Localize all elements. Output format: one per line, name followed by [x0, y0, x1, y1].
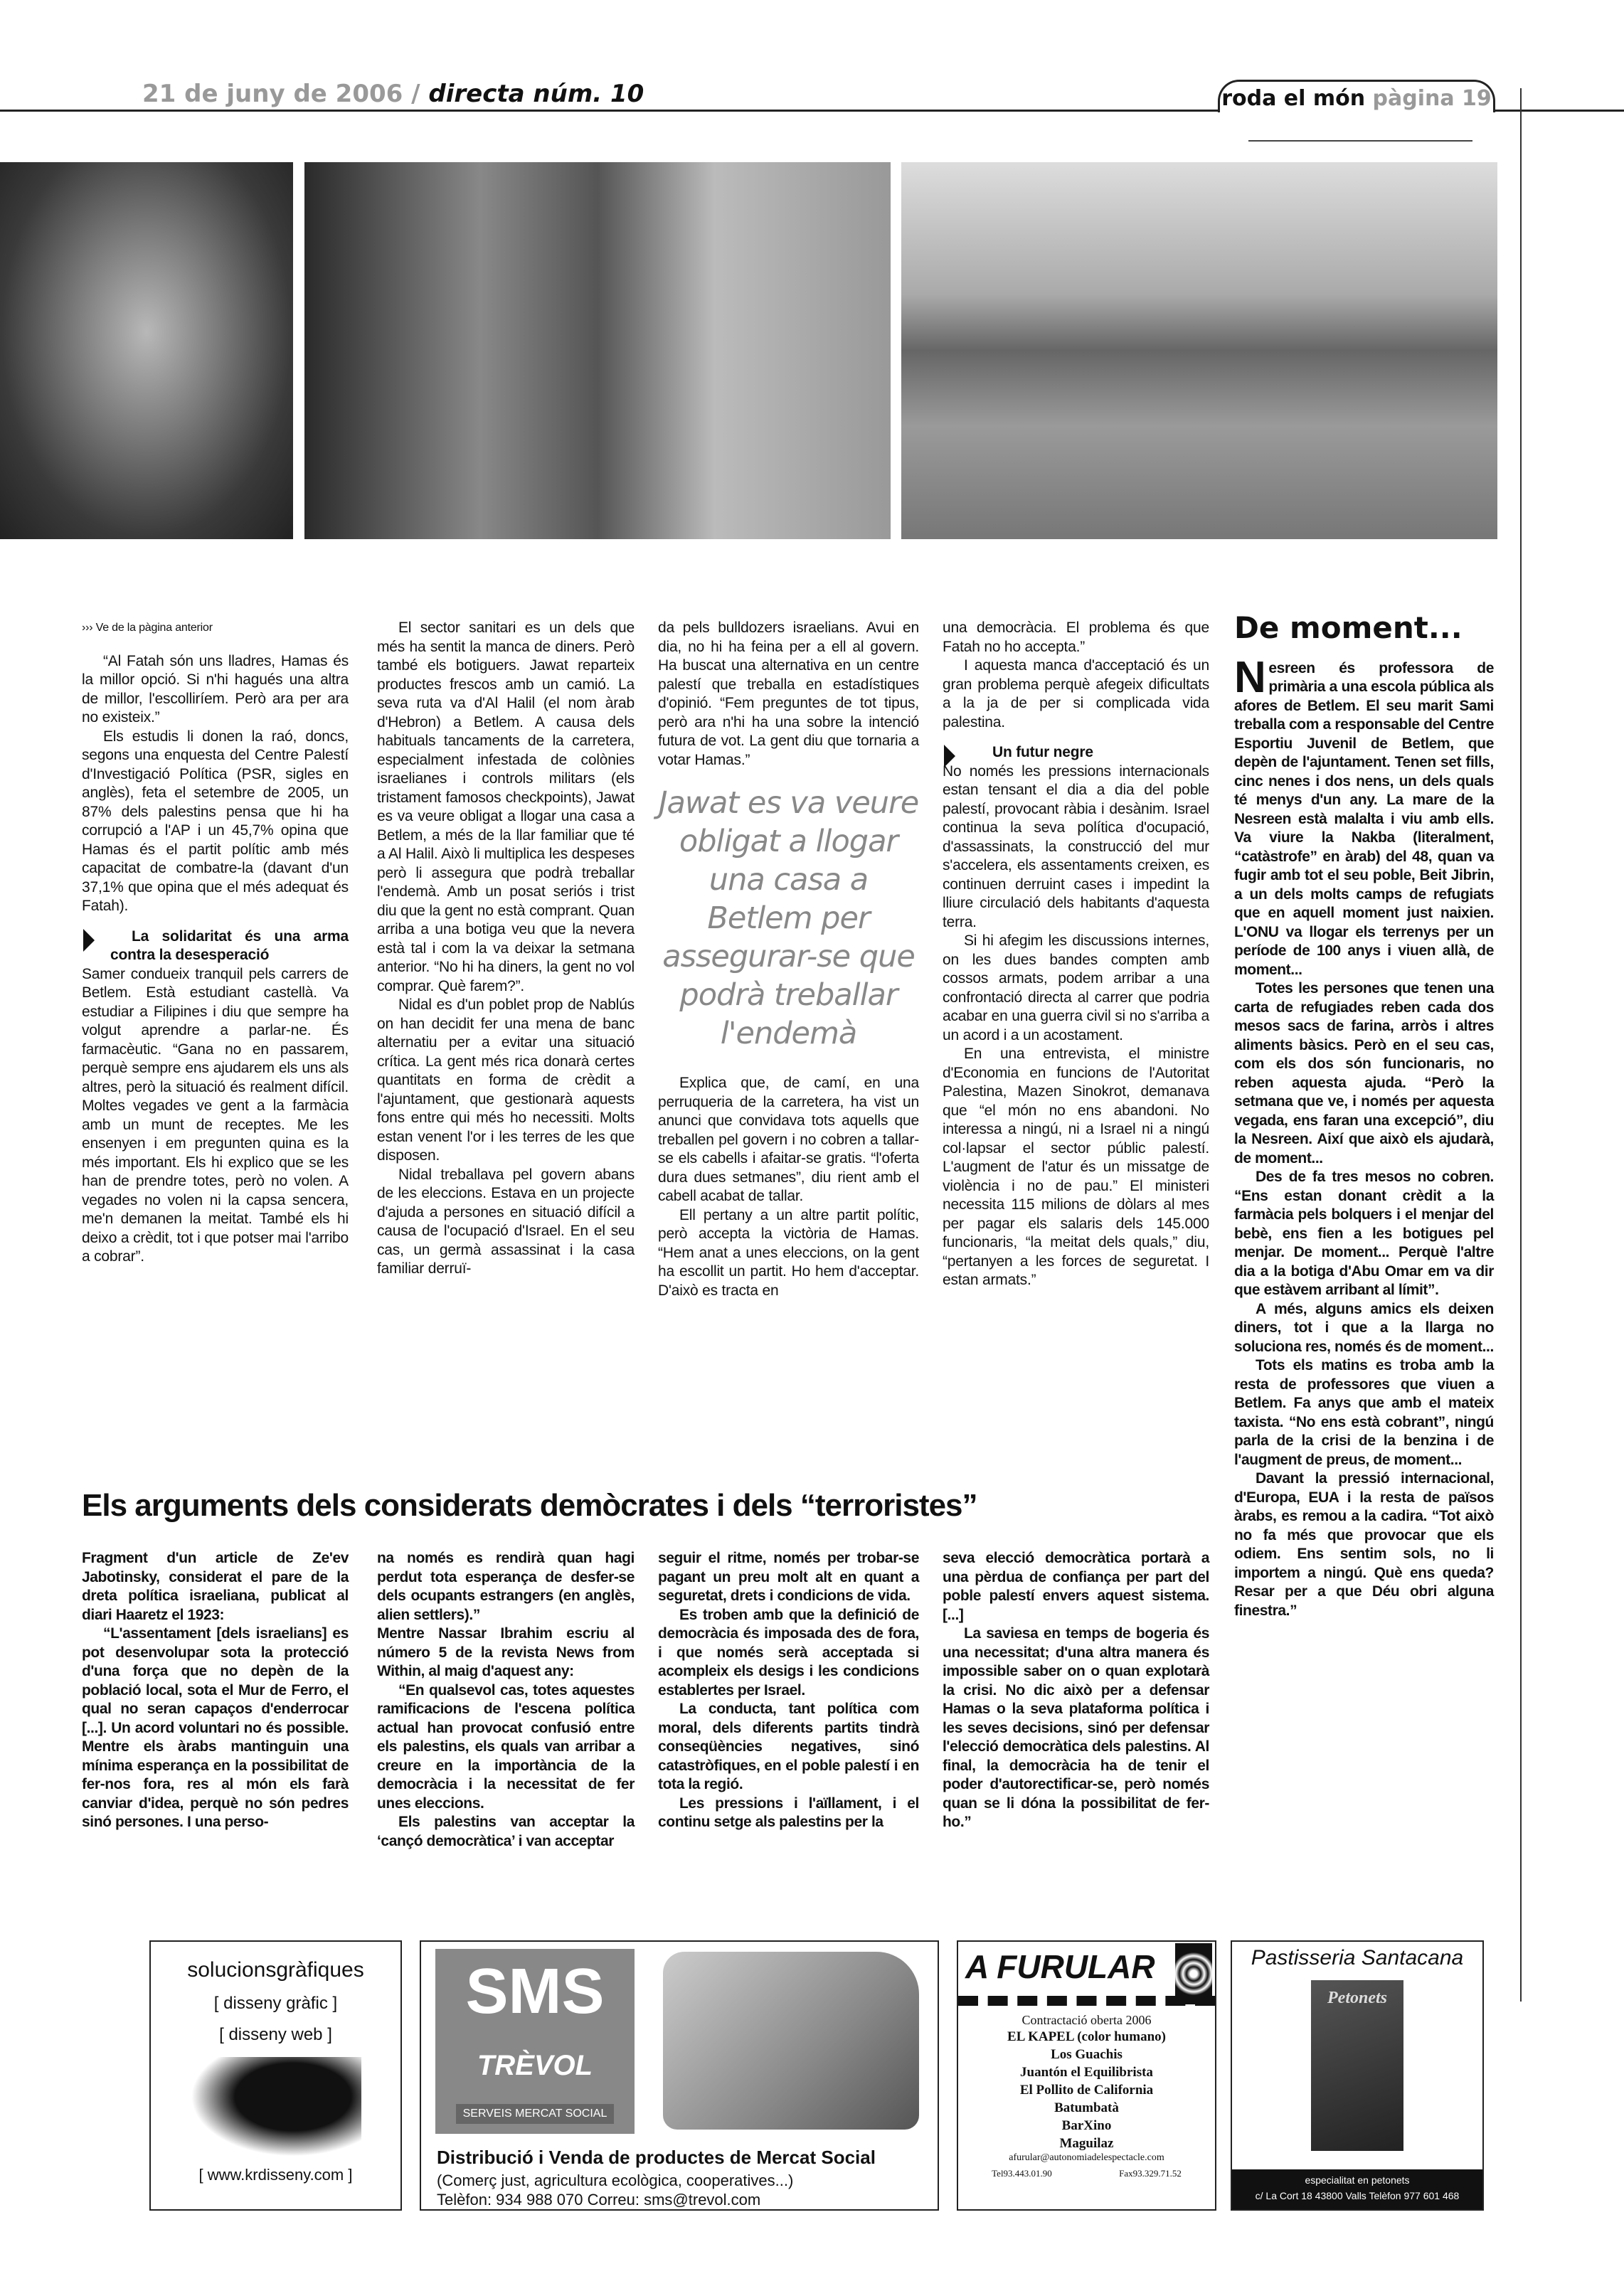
spiral-icon: [1175, 1943, 1212, 2004]
ad-title: Pastisseria Santacana: [1251, 1946, 1464, 1970]
ad-contact: Telèfon: 934 988 070 Correu: sms@trevol.com: [437, 2191, 761, 2209]
paragraph: seguir el ritme, només per trobar-se pagant un preu molt alt en quant a seguretat, drets i condicions de vida.: [658, 1550, 919, 1604]
continued-note: ››› Ve de la pàgina anterior: [82, 622, 213, 634]
paragraph: Des de fa tres mesos no cobren. “Ens estan donant crèdit a la farmàcia pels bolquers i el menjar del bebè, ens fien a les botigues pel menjar. De moment... Perquè l'altre dia a la botiga d'Abu Omar em va dir que estàvem arribant al límit”.: [1234, 1169, 1494, 1298]
pull-quote: Jawat es va veure obligat a llogar una casa a Betlem per assegurar-se que podrà treballar l'endemà: [658, 785, 919, 1051]
paragraph: esreen és professora de primària a una escola pública als afores de Betlem. El seu marit Sami treballa com a responsable del Centre Esportiu Juvenil de Betlem, que depèn de l'ajuntament. Tenen set fills, cinc nenes i dos nens, un dels quals té menys d'un any. La mare de la Nesreen està malalta i viu amb ells. Va viure la Nakba (literalment, “catàstrofe” en àrab) del 48, quan va fugir amb tot el seu poble, Beit Jibrin, a un dels molts camps de refugiats que en aquell moment just naixien. L'ONU va llogar els terrenys per un període de 100 anys i viuen allà, de moment...: [1234, 659, 1494, 978]
subheading: Un futur negre: [943, 743, 1209, 762]
ad-fax: Fax93.329.71.52: [1119, 2168, 1182, 2179]
issue-number: directa núm. 10: [428, 80, 644, 108]
ad-pastisseria-santacana: [1231, 1940, 1484, 2211]
act-name: El Pollito de California: [1019, 2083, 1154, 2098]
sms-logo: [435, 1949, 635, 2134]
drop-cap: N: [1234, 652, 1266, 702]
ad-email: afurular@autonomiadelespectacle.com: [1009, 2152, 1164, 2163]
article-headline: Els arguments dels considerats demòcrates i dels “terroristes”: [82, 1488, 977, 1523]
paragraph: No només les pressions internacionals estan tensant el dia a dia del poble palestí, provocant ràbia i desànim. Israel continua la seva política d'ocupació, d'assassinats, la construcció del mur s'accelera, els assentaments creixen, es continuen derruint cases i impedint la lliure circulació dels habitants d'aquesta terra.: [943, 762, 1209, 930]
act-name: Los Guachis: [1051, 2047, 1123, 2062]
second-column-4: [943, 1549, 1209, 1832]
article-column-1: [82, 619, 349, 1267]
ad-address: c/ La Cort 18 43800 Valls Telèfon 977 601 468: [1255, 2190, 1460, 2201]
paragraph: Les pressions i l'aïllament, i el continu setge als palestins per la: [658, 1795, 919, 1830]
paragraph: Els estudis li donen la raó, doncs, segons una enquesta del Centre Palestí d'Investigació Política (PSR, sigles en anglès), feta el setembre de 2005, un 87% dels palestins pensa que hi ha corrupció a l'AP i un 45,7% opina que Hamas és el partit polític amb més capacitat de combatre-la (davant d'un 37,1% que opina que el més adequat és Fatah).: [82, 728, 349, 914]
paragraph: I aquesta manca d'acceptació és un gran problema perquè afegeix dificultats a la ja de per si complicada vida palestina.: [943, 657, 1209, 730]
petonets-box-image: Petonets: [1311, 1980, 1403, 2151]
flower-thrower-image: [191, 2057, 361, 2157]
paragraph: Davant la pressió internacional, d'Europa, EUA i la resta de països àrabs, es remou a la cadira. “Tot això no fa més que provocar que els odiem. Ens sentim sols, no li importem a ningú. Què ens queda? Resar per a que Déu obri alguna finestra.”: [1234, 1470, 1494, 1619]
logo-text: SMS: [465, 1956, 605, 2027]
ad-line: Contractació oberta 2006: [1021, 2013, 1152, 2027]
sidebar-title: De moment...: [1234, 610, 1463, 645]
paragraph: seva elecció democràtica portarà a una pèrdua de confiança per part del poble palestí envers aquest sistema. [...]: [943, 1550, 1209, 1623]
paragraph: “L'assentament [dels israelians] es pot desenvolupar sota la protecció d'una força que no depèn de la població local, sota el Mur de Ferro, el qual no seran capaços d'enderrocar [...]. Un acord voluntari no és possible. Mentre els àrabs mantinguin una mínima esperança en la possibilitat de fer-nos fora, res al món els farà canviar d'idea, perquè no són pedres sinó persones. I una perso-: [82, 1625, 349, 1830]
ad-line: [ disseny gràfic ]: [213, 1994, 338, 2013]
photo-market: [304, 162, 891, 539]
paragraph: da pels bulldozers israelians. Avui en dia, no hi ha feina per a ell al govern. Ha buscat una alternativa en un centre palestí que treballa en estadístiques d'opinió. “Fem preguntes de tot tipus, però ara n'hi ha una sobre la intenció futura de vot. La gent diu que tornaria a votar Hamas.”: [658, 620, 919, 768]
article-column-4: [943, 619, 1209, 1290]
paragraph: La conducta, tant política com moral, dels diferents partits tindrà conseqüències negatives, sinó catastròfiques, en el poble palestí i en tota la regió.: [658, 1701, 919, 1792]
act-name: BarXino: [1061, 2118, 1112, 2133]
act-name: Batumbatà: [1054, 2100, 1119, 2115]
act-name: EL KAPEL (color humano): [1007, 2029, 1166, 2044]
photo-boy-playground: [901, 162, 1497, 539]
ad-a-furular: [957, 1940, 1216, 2211]
paragraph: Ell pertany a un altre partit polític, però accepta la victòria de Hamas. “Hem anat a unes eleccions, on la gent ha escollit un partit. Ho hem d'acceptar. D'això es tracta en: [658, 1206, 919, 1299]
second-column-2: [377, 1549, 635, 1851]
section-name: roda el món: [1221, 86, 1366, 111]
ad-line: (Comerç just, agricultura ecològica, cooperatives...): [437, 2172, 794, 2189]
ad-krdisseny: [149, 1940, 402, 2211]
ad-phone: Tel93.443.01.90: [992, 2168, 1052, 2179]
act-name: Juantón el Equilibrista: [1020, 2065, 1153, 2080]
second-column-3: [658, 1549, 919, 1832]
act-name: Maguilaz: [1059, 2136, 1114, 2151]
paragraph: El sector sanitari es un dels que més ha sentit la manca de diners. Però també els botiguers. Jawat reparteix productes frescos amb un camió. La seva ruta va d'Al Halil (el nom àrab d'Hebron) a Betlem. A causa dels habituals tancaments de la carretera, especialment infestada de colònies israelianes i controls militars (els tristament famosos checkpoints), Jawat es va veure obligat a llogar una casa a Betlem, a més de la llar familiar que té a Al Halil. Això li multiplica les despeses però li assegura que podrà treballar l'endemà. Amb un posat seriós i trist diu que la gent no està comprant. Quan arriba a una botiga veu que la nevera està tal i com la va deixar la setmana anterior. “No hi ha diners, la gent no vol comprar. Què farem?”.: [377, 620, 635, 994]
ad-footer: [1232, 2169, 1482, 2209]
paragraph: “Al Fatah són uns lladres, Hamas és la millor opció. Si n'hi hagués una altra de millor, l'escolliríem. Però ara per ara no existeix.”: [82, 652, 349, 726]
paragraph: “En qualsevol cas, totes aquestes ramificacions de l'escena política actual han provocat confusió entre els palestins, els quals van arribar a creure en la importància de la democràcia i la necessitat de fer unes eleccions.: [377, 1681, 635, 1812]
paragraph: Explica que, de camí, en una perruqueria de la carretera, ha vist un anunci que convidava tots aquells que treballen pel govern i no cobren a tallar-se els cabells i afaitar-se gratis. “l'oferta dura dues setmanes”, diu rient amb el cabell acabat de tallar.: [658, 1075, 919, 1204]
photo-young-man: [0, 162, 293, 539]
paragraph: Els palestins van acceptar la ‘cançó democràtica’ i van acceptar: [377, 1814, 635, 1849]
van-image: [663, 1952, 919, 2130]
paragraph: Tots els matins es troba amb la resta de professores que viuen a Betlem. Fa anys que amb el mateix taxista. “No ens està cobrant”, ningú parla de la crisi de la benzina i de l'augment de preus, de moment...: [1234, 1357, 1494, 1468]
paragraph: Fragment d'un article de Ze'ev Jabotinsky, considerat el pare de la dreta política israeliana, publicat al diari Haaretz el 1923:: [82, 1550, 349, 1623]
furular-logo: [958, 1942, 1215, 2006]
article-column-3: [658, 619, 919, 1300]
date: 21 de juny de 2006 /: [142, 80, 420, 108]
ad-line: [ disseny web ]: [219, 2025, 332, 2044]
issue-date: [142, 80, 644, 108]
ad-title: solucionsgràfiques: [187, 1958, 364, 1982]
ad-url: [ www.krdisseny.com ]: [198, 2166, 353, 2184]
paragraph: En una entrevista, el ministre d'Economia en funcions de l'Autoritat Palestina, Mazen Sinokrot, demanava que “el món no ens abandoni. No interessa a ningú, ni a Israel ni a ningú col·lapsar el sector públic palestí. L'augment de l'atur és un missatge de violència i no de pau.” El ministeri necessita 115 milions de dòlars al mes per pagar els salaris dels 145.000 funcionaris, “la meitat dels quals,” diu, “pertanyen a les forces de seguretat. I estan armats.”: [943, 1046, 1209, 1288]
paragraph: Nidal es d'un poblet prop de Nablús on han decidit fer una mena de banc alternatiu per a evitar una situació crítica. La gent més rica donarà certes quantitats en forma de crèdit a l'ajuntament, que gestionarà aquests fons entre qui més ho necessiti. Molts estan venent l'or i les terres de les que disposen.: [377, 996, 635, 1164]
paragraph: La saviesa en temps de bogeria és una necessitat; d'una altra manera és impossible saber on o quan explotarà la crisi. No dic això per a defensar Hamas o la seva plataforma política i les seves decisions, sinó per defensar l'elecció democràtica dels palestins. Al final, la democràcia ha de tenir el poder d'autorectificar-se, però només quan se li dóna la possibilitat de fer-ho.”: [943, 1625, 1209, 1830]
article-column-2: [377, 619, 635, 1279]
paragraph: Mentre Nassar Ibrahim escriu al número 5 de la revista News from Within, al maig d'aquest any:: [377, 1625, 635, 1679]
divider: [1248, 140, 1472, 142]
ad-headline: Distribució i Venda de productes de Mercat Social: [437, 2147, 876, 2168]
brand-name: TRÈVOL: [477, 2050, 593, 2081]
vertical-rule: [1520, 88, 1522, 2002]
section-tab: [1218, 80, 1495, 112]
paragraph: Nidal treballava pel govern abans de les eleccions. Estava en un projecte d'ajuda a persones en situació difícil a causa de l'ocupació d'Israel. En el seu cas, un germà assassinat i la casa familiar derruï-: [377, 1166, 635, 1277]
paragraph: una democràcia. El problema és que Fatah no ho accepta.”: [943, 620, 1209, 655]
sidebar-de-moment: [1234, 610, 1494, 1620]
paragraph: na només es rendirà quan hagi perdut tota esperança de desfer-se dels ocupants estrangers (en anglès, alien settlers).”: [377, 1550, 635, 1623]
paragraph: Si hi afegim les discussions internes, on les dues bandes compten amb cossos armats, podem arribar a una confrontació directa al carrer que podria acabar en una guerra civil si no s'arriba a un acord i a un acostament.: [943, 932, 1209, 1043]
logo-tagline: SERVEIS MERCAT SOCIAL: [456, 2104, 615, 2124]
paragraph: Totes les persones que tenen una carta de refugiades reben cada dos mesos sacs de farina, arròs i altres aliments bàsics. Però en el seu cas, com els dos són funcionaris, no reben aquesta ajuda. “Però la setmana que ve, i només per aquesta vegada, ens faran una excepció”, diu la Nesreen. Així que això els ajudarà, de moment...: [1234, 980, 1494, 1166]
logo-text: A FURULAR: [965, 1948, 1155, 1985]
subheading: La solidaritat és una arma contra la desesperació: [82, 928, 349, 965]
page-number: pàgina 19: [1372, 86, 1492, 111]
paragraph: A més, alguns amics els deixen diners, tot i que a la llarga no soluciona res, només és de moment...: [1234, 1300, 1494, 1355]
paragraph: Samer condueix tranquil pels carrers de Betlem. Està estudiant castellà. Va estudiar a Filipines i diu que sempre ha volgut aprendre a parlar-ne. És farmacèutic. “Gana no en passarem, perquè sempre ens ajudarem els uns als altres, però la situació és realment difícil. Moltes vegades ve gent a la farmàcia amb un munt de receptes. Me les ensenyen i em pregunten quina es la més important. Els hi explico que se les han de prendre totes, però no volen. A vegades no volen ni la capsa sencera, me'n demanen la meitat. També els hi deixo a crèdit, tot i que potser mai l'arribo a cobrar”.: [82, 965, 349, 1265]
ad-sms-trevol: [420, 1940, 939, 2211]
paragraph: Es troben amb que la definició de democràcia és imposada des de fora, i que només serà acceptada si acompleix els desigs i les condicions establertes per Israel.: [658, 1606, 919, 1699]
ad-line: especialitat en petonets: [1305, 2174, 1410, 2186]
second-column-1: [82, 1549, 349, 1832]
